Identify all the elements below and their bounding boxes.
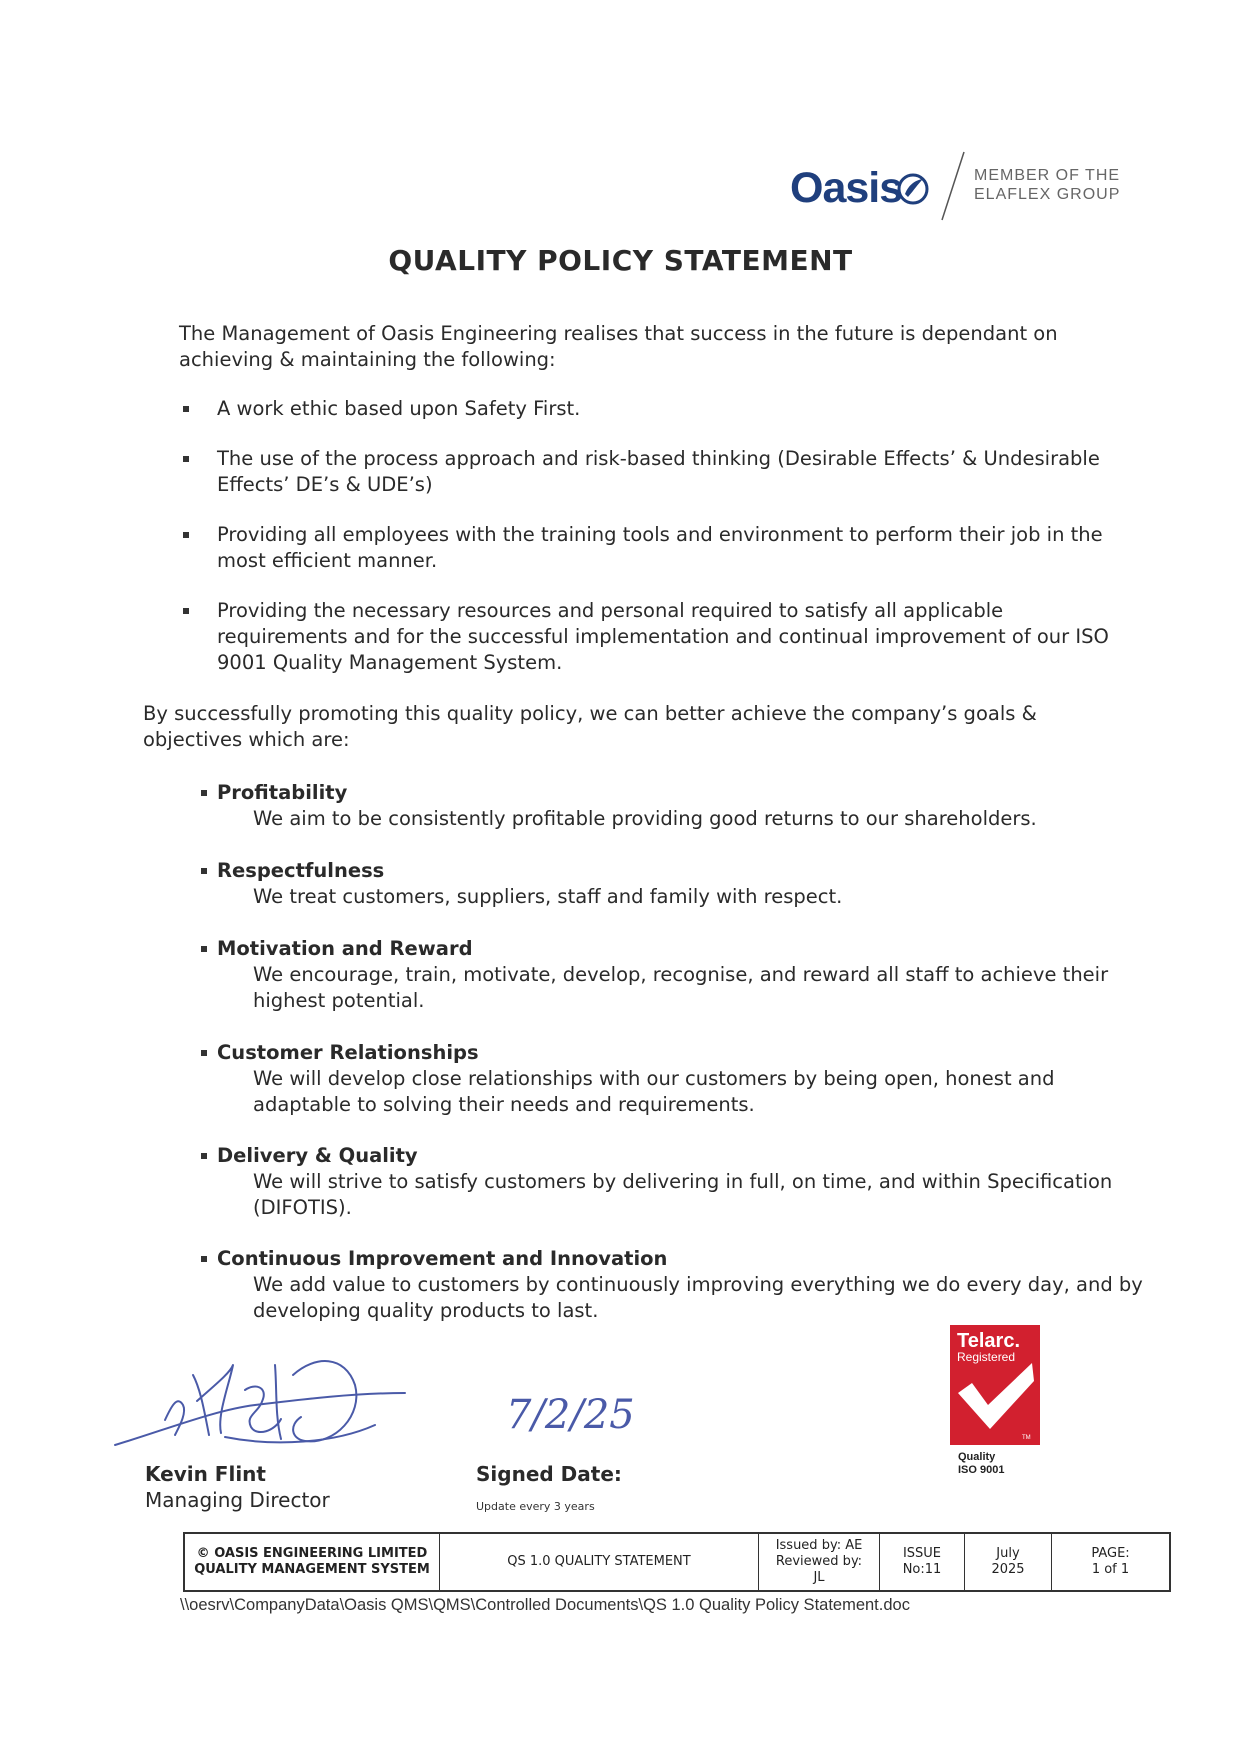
bullet-square-icon <box>201 1153 207 1159</box>
table-row <box>184 1533 1170 1591</box>
caption-line-2: ISO 9001 <box>958 1464 1005 1476</box>
reviewed-by-label: Reviewed by: <box>775 1554 863 1569</box>
reviewer: JL <box>813 1570 825 1585</box>
issue-year: 2025 <box>991 1562 1025 1577</box>
issue-cell <box>880 1533 965 1591</box>
closing-paragraph: By successfully promoting this quality policy, we can better achieve the company’s goals & objectives which are: <box>143 702 1037 751</box>
goal-description: We treat customers, suppliers, staff and family with respect. <box>253 885 843 908</box>
telarc-registered-badge <box>950 1325 1040 1445</box>
goal-heading: Continuous Improvement and Innovation <box>217 1247 668 1270</box>
bullet-square-icon <box>183 406 189 412</box>
list-item-text: The use of the process approach and risk-based thinking (Desirable Effects’ & Undesirable Effects’ DE’s & UDE’s) <box>217 447 1100 496</box>
logo-divider-icon <box>938 150 968 222</box>
issue-number: No:11 <box>902 1562 942 1577</box>
goal-description: We add value to customers by continuously improving everything we do every day, and by developing quality products to last. <box>253 1273 1143 1322</box>
handwritten-date <box>500 1378 670 1458</box>
issue-label: ISSUE <box>902 1546 942 1561</box>
svg-text:Telarc.: Telarc. <box>957 1330 1020 1352</box>
goal-heading: Motivation and Reward <box>217 937 473 960</box>
company-line-2: QUALITY MANAGEMENT SYSTEM <box>194 1562 430 1577</box>
page-label: PAGE: <box>1091 1546 1130 1561</box>
svg-text:Registered: Registered <box>957 1350 1016 1364</box>
oasis-emblem-icon <box>896 172 930 206</box>
issue-month: July <box>996 1546 1020 1561</box>
intro-paragraph: The Management of Oasis Engineering realises that success in the future is dependant on achieving & maintaining the following: <box>179 322 1058 371</box>
page-value: 1 of 1 <box>1091 1562 1130 1577</box>
issued-by-cell <box>759 1533 880 1591</box>
svg-text:7/2/25: 7/2/25 <box>506 1392 635 1438</box>
company-cell <box>184 1533 440 1591</box>
bullet-square-icon <box>183 608 189 614</box>
bullet-square-icon <box>201 868 207 874</box>
update-note: Update every 3 years <box>476 1500 595 1513</box>
goal-heading: Customer Relationships <box>217 1041 479 1064</box>
signer-role: Managing Director <box>145 1488 330 1512</box>
issued-by: Issued by: AE <box>775 1538 863 1553</box>
goal-description: We will strive to satisfy customers by delivering in full, on time, and within Specification (DIFOTIS). <box>253 1170 1113 1219</box>
file-path: \\oesrv\CompanyData\Oasis QMS\QMS\Controlled Documents\QS 1.0 Quality Policy Statement.doc <box>180 1596 910 1614</box>
bullet-square-icon <box>201 946 207 952</box>
goal-heading: Respectfulness <box>217 859 385 882</box>
goal-description: We aim to be consistently profitable providing good returns to our shareholders. <box>253 807 1037 830</box>
goal-heading: Delivery & Quality <box>217 1144 418 1167</box>
bullet-square-icon <box>201 790 207 796</box>
member-line-2: ELAFLEX GROUP <box>974 186 1121 203</box>
brand-name: Oasis <box>790 164 903 212</box>
signer-name: Kevin Flint <box>145 1462 266 1486</box>
svg-text:TM: TM <box>1022 1435 1031 1441</box>
page-title: QUALITY POLICY STATEMENT <box>388 244 853 277</box>
document-cell: QS 1.0 QUALITY STATEMENT <box>440 1533 759 1591</box>
goal-description: We encourage, train, motivate, develop, recognise, and reward all staff to achieve their highest potential. <box>253 963 1109 1012</box>
bullet-square-icon <box>201 1050 207 1056</box>
handwritten-signature <box>105 1335 425 1465</box>
caption-line-1: Quality <box>958 1451 996 1463</box>
signed-date-label: Signed Date: <box>476 1462 622 1486</box>
list-item-text: Providing the necessary resources and personal required to satisfy all applicable requirements and for the successful implementation and continual improvement of our ISO 9001 Quality Management System. <box>217 599 1109 674</box>
document-control-table <box>183 1532 1171 1592</box>
oasis-logo <box>790 150 1130 225</box>
goal-heading: Profitability <box>217 781 348 804</box>
bullet-square-icon <box>201 1256 207 1262</box>
bullet-square-icon <box>183 456 189 462</box>
list-item-text: Providing all employees with the training tools and environment to perform their job in the most efficient manner. <box>217 523 1103 572</box>
telarc-caption <box>958 1451 1004 1477</box>
date-cell <box>965 1533 1052 1591</box>
company-line-1: © OASIS ENGINEERING LIMITED <box>196 1546 428 1561</box>
list-item-text: A work ethic based upon Safety First. <box>217 397 581 420</box>
bullet-square-icon <box>183 532 189 538</box>
goal-description: We will develop close relationships with our customers by being open, honest and adaptable to solving their needs and requirements. <box>253 1067 1055 1116</box>
member-of-group <box>974 166 1120 204</box>
member-line-1: MEMBER OF THE <box>974 167 1121 184</box>
page-cell <box>1052 1533 1171 1591</box>
